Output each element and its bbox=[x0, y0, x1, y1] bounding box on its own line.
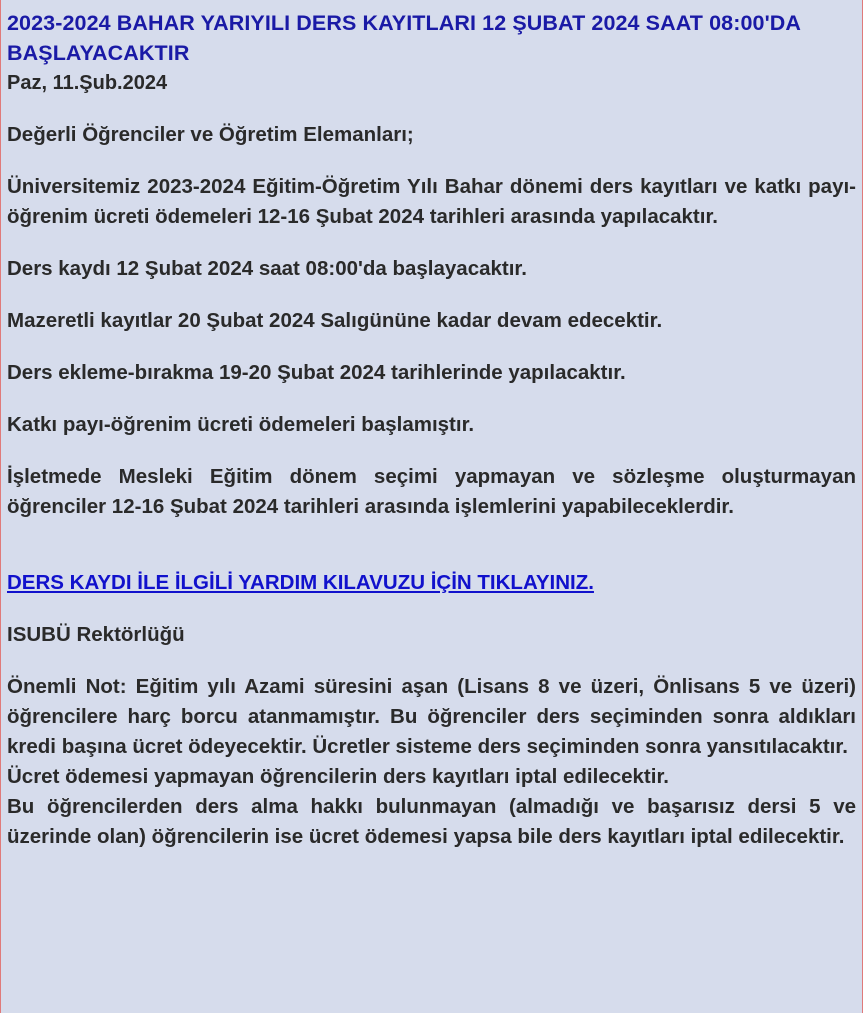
paragraph-fee-payments: Katkı payı-öğrenim ücreti ödemeleri başlamıştır. bbox=[7, 413, 475, 436]
signature: ISUBÜ Rektörlüğü bbox=[7, 623, 185, 646]
announcement-date: Paz, 11.Şub.2024 bbox=[7, 72, 168, 94]
greeting: Değerli Öğrenciler ve Öğretim Elemanları; bbox=[7, 123, 414, 146]
paragraph-workplace-training: İşletmede Mesleki Eğitim dönem seçimi yapmayan ve sözleşme oluşturmayan öğrenciler 12-16 Şubat 2024 tarihleri arasında işlemlerini yapabileceklerdir. bbox=[7, 465, 856, 518]
paragraph-add-drop: Ders ekleme-bırakma 19-20 Şubat 2024 tarihlerinde yapılacaktır. bbox=[7, 361, 626, 384]
important-note: Önemli Not: Eğitim yılı Azami süresini aşan (Lisans 8 ve üzeri, Önlisans 5 ve üzeri) öğrencilere harç borcu atanmamıştır. Bu öğrenciler ders seçiminden sonra aldıkları kredi başına ücret ödeyecektir. Ücretler sisteme ders seçiminden sonra yansıtılacaktır. bbox=[7, 675, 856, 758]
announcement-title: 2023-2024 BAHAR YARIYILI DERS KAYITLARI 12 ŞUBAT 2024 SAAT 08:00'DA BAŞLAYACAKTIR bbox=[7, 11, 801, 65]
important-note-cancellation: Ücret ödemesi yapmayan öğrencilerin ders kayıtları iptal edilecektir. bbox=[7, 765, 669, 788]
important-note-ineligible: Bu öğrencilerden ders alma hakkı bulunmayan (almadığı ve başarısız dersi 5 ve üzerinde olan) öğrencilerin ise ücret ödemesi yapsa bile ders kayıtları iptal edilecektir. bbox=[7, 795, 856, 848]
paragraph-registration-dates: Üniversitemiz 2023-2024 Eğitim-Öğretim Yılı Bahar dönemi ders kayıtları ve katkı payı-öğrenim ücreti ödemeleri 12-16 Şubat 2024 tarihleri arasında yapılacaktır. bbox=[7, 175, 856, 228]
paragraph-registration-start: Ders kaydı 12 Şubat 2024 saat 08:00'da başlayacaktır. bbox=[7, 257, 527, 280]
help-guide-link[interactable]: DERS KAYDI İLE İLGİLİ YARDIM KILAVUZU İÇİN TIKLAYINIZ. bbox=[7, 571, 594, 594]
paragraph-late-registration: Mazeretli kayıtlar 20 Şubat 2024 Salıgününe kadar devam edecektir. bbox=[7, 309, 663, 332]
